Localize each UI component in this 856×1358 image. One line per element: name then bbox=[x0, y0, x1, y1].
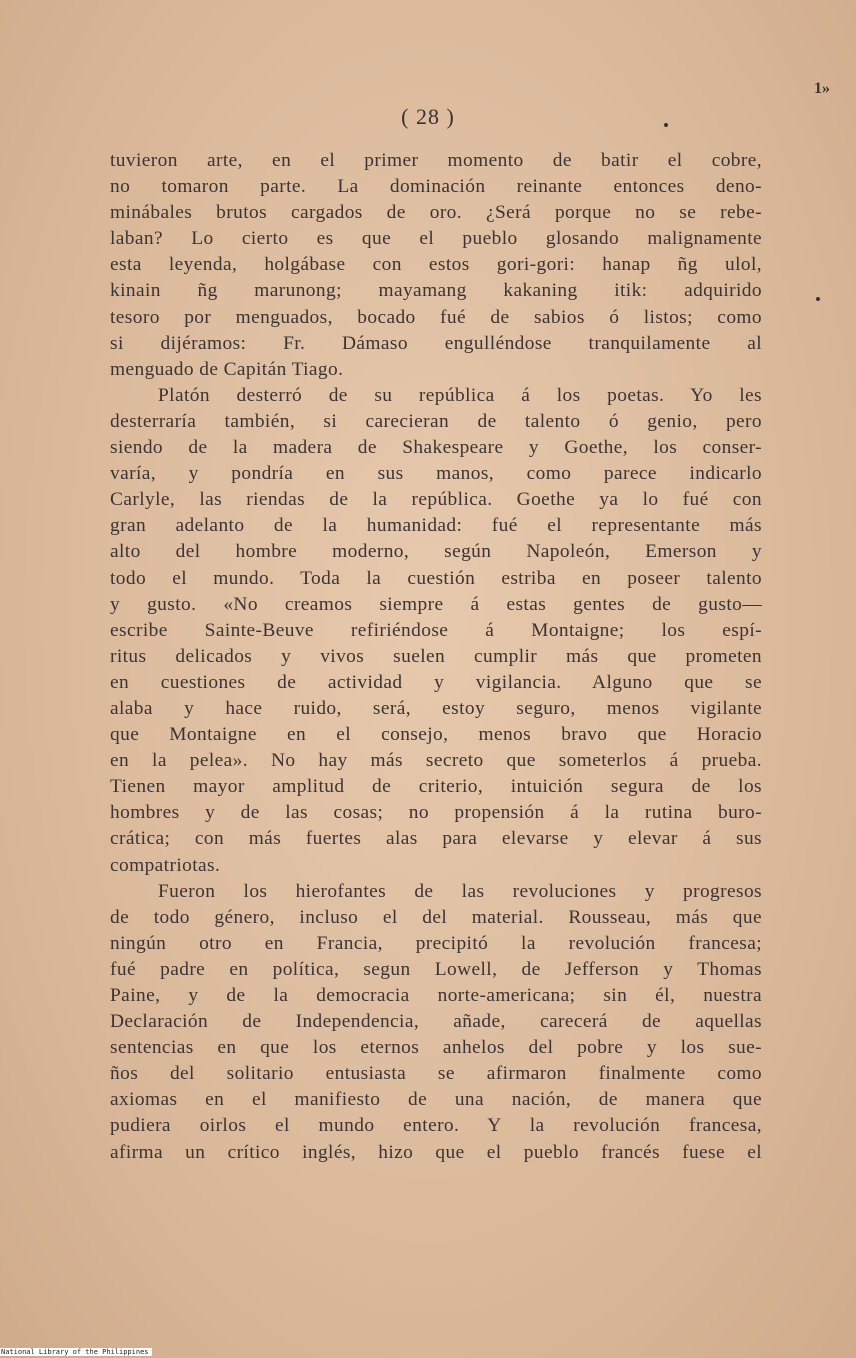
text-line: ningún otro en Francia, precipitó la revolución francesa; bbox=[110, 932, 762, 954]
text-line: minábales brutos cargados de oro. ¿Será porque no se rebe- bbox=[110, 202, 762, 224]
text-line: en la pelea». No hay más secreto que someterlos á prueba. bbox=[110, 750, 762, 772]
text-line: ños del solitario entusiasta se afirmaron finalmente como bbox=[110, 1063, 762, 1085]
text-line: escribe Sainte-Beuve refiriéndose á Montaigne; los espí- bbox=[110, 619, 762, 641]
text-line: no tomaron parte. La dominación reinante entonces deno- bbox=[110, 176, 762, 198]
text-line: gran adelanto de la humanidad: fué el representante más bbox=[110, 515, 762, 537]
text-line: desterraría también, si carecieran de talento ó genio, pero bbox=[110, 410, 762, 432]
text-line: afirma un crítico inglés, hizo que el pueblo francés fuese el bbox=[110, 1141, 762, 1163]
text-line: alto del hombre moderno, según Napoleón, Emerson y bbox=[110, 541, 762, 563]
library-credit: National Library of the Philippines bbox=[0, 1348, 152, 1356]
text-line: Declaración de Independencia, añade, carecerá de aquellas bbox=[110, 1011, 762, 1033]
page-text-body bbox=[110, 148, 762, 1166]
text-line: kinain ñg marunong; mayamang kakaning itik: adquirido bbox=[110, 280, 762, 302]
text-line: axiomas en el manifiesto de una nación, de manera que bbox=[110, 1089, 762, 1111]
text-line: que Montaigne en el consejo, menos bravo que Horacio bbox=[110, 724, 762, 746]
text-line: Carlyle, las riendas de la república. Goethe ya lo fué con bbox=[110, 489, 762, 511]
text-line: hombres y de las cosas; no propensión á la rutina buro- bbox=[110, 802, 762, 824]
text-line: Platón desterró de su república á los poetas. Yo les bbox=[158, 384, 762, 406]
text-line: esta leyenda, holgábase con estos gori-gori: hanap ñg ulol, bbox=[110, 254, 762, 276]
text-line: crática; con más fuertes alas para elevarse y elevar á sus bbox=[110, 828, 762, 850]
text-line: laban? Lo cierto es que el pueblo glosando malignamente bbox=[110, 228, 762, 250]
text-line: compatriotas. bbox=[110, 854, 221, 876]
text-line: ritus delicados y vivos suelen cumplir más que prometen bbox=[110, 645, 762, 667]
text-line: Fueron los hierofantes de las revoluciones y progresos bbox=[158, 880, 762, 902]
text-line: alaba y hace ruido, será, estoy seguro, menos vigilante bbox=[110, 697, 762, 719]
text-line: Tienen mayor amplitud de criterio, intuición segura de los bbox=[110, 776, 762, 798]
text-line: sentencias en que los eternos anhelos del pobre y los sue- bbox=[110, 1037, 762, 1059]
text-line: siendo de la madera de Shakespeare y Goethe, los conser- bbox=[110, 437, 762, 459]
text-line: tesoro por menguados, bocado fué de sabios ó listos; como bbox=[110, 306, 762, 328]
text-line: y gusto. «No creamos siempre á estas gentes de gusto— bbox=[110, 593, 762, 615]
text-line: de todo género, incluso el del material. Rousseau, más que bbox=[110, 906, 762, 928]
text-line: si dijéramos: Fr. Dámaso engulléndose tranquilamente al bbox=[110, 332, 762, 354]
page-corner-mark: 1» bbox=[814, 80, 830, 97]
page-number: ( 28 ) bbox=[401, 104, 455, 129]
ink-speck bbox=[816, 297, 820, 301]
text-line: Paine, y de la democracia norte-americana; sin él, nuestra bbox=[110, 985, 762, 1006]
text-line: fué padre en política, segun Lowell, de Jefferson y Thomas bbox=[110, 958, 762, 980]
text-line: todo el mundo. Toda la cuestión estriba en poseer talento bbox=[110, 567, 762, 589]
text-line: en cuestiones de actividad y vigilancia. Alguno que se bbox=[110, 671, 762, 693]
text-line: tuvieron arte, en el primer momento de batir el cobre, bbox=[110, 150, 762, 171]
text-line: pudiera oirlos el mundo entero. Y la revolución francesa, bbox=[110, 1115, 762, 1137]
text-line: varía, y pondría en sus manos, como parece indicarlo bbox=[110, 463, 762, 485]
text-line: menguado de Capitán Tiago. bbox=[110, 358, 344, 380]
